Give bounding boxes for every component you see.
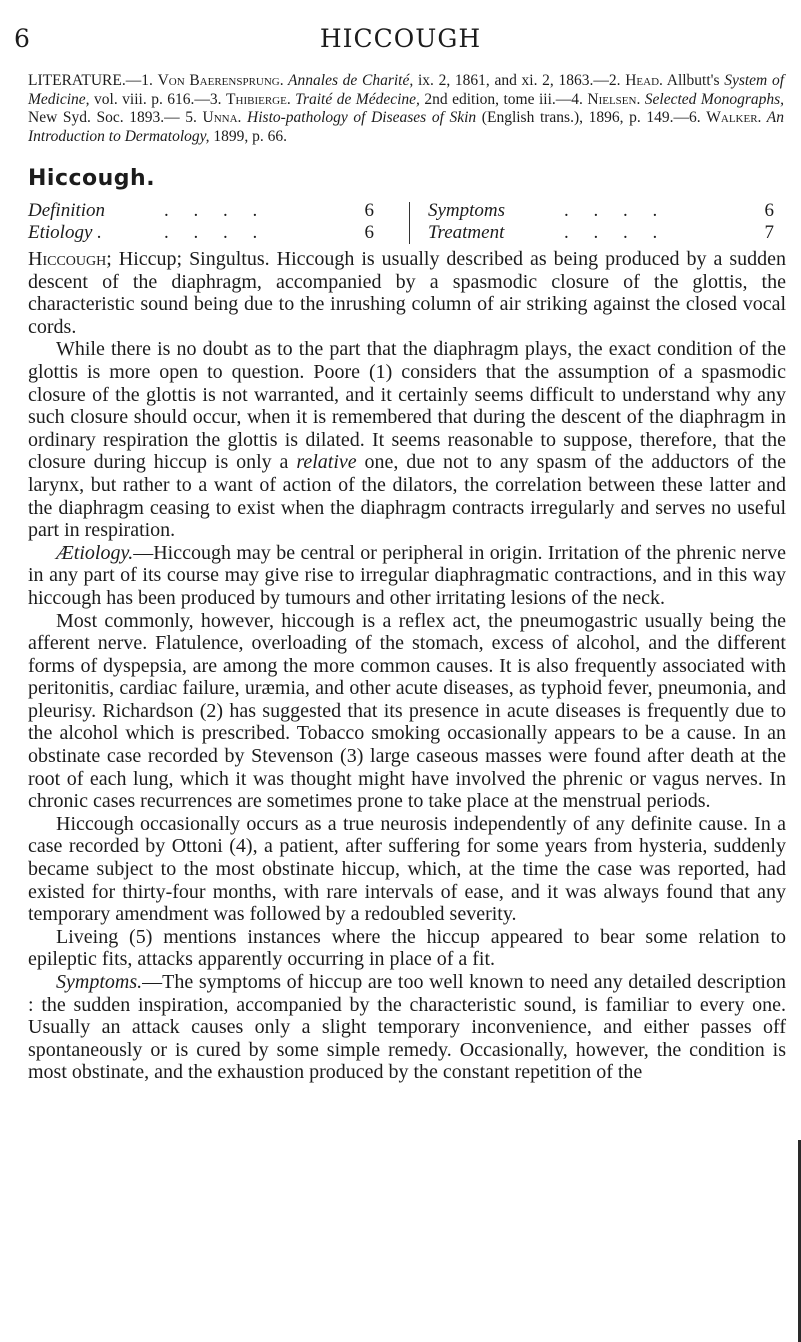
toc-entry[interactable]: [28, 200, 374, 222]
ref-text: (English trans.), 1896, p. 149.—6.: [476, 109, 707, 126]
ref-text: vol. viii. p. 616.—3.: [89, 90, 227, 108]
toc-leader-dots: . . . .: [564, 200, 668, 221]
ref-text: —1.: [125, 72, 158, 89]
ref-title: Histo-pathology of Diseases of Skin: [241, 109, 477, 126]
toc-page: 6: [364, 200, 374, 221]
ref-text: New Syd. Soc. 1893.— 5.: [28, 109, 203, 126]
toc-leader-dots: . . . .: [164, 222, 268, 243]
ref-text: ix. 2, 1861, and xi. 2, 1863.—2.: [413, 72, 626, 89]
toc-label: Definition: [28, 200, 106, 221]
toc-label: Etiology .: [28, 222, 102, 243]
ref-author: Unna.: [202, 109, 242, 126]
literature-label: LITERATURE.: [28, 72, 126, 89]
paragraph-epilepsy: Liveing (5) mentions instances where the hiccup appeared to bear some relation to epileptic fits, attacks apparently occurring in place of a fit.: [28, 925, 786, 971]
table-of-contents: [28, 200, 786, 246]
ref-author: Walker.: [706, 109, 762, 126]
headword: Hiccough: [28, 248, 107, 270]
section-heading: Ætiology.: [56, 541, 134, 564]
emphasis: relative: [296, 451, 357, 474]
toc-column-left: [28, 200, 374, 244]
ref-author: Thibierge.: [226, 90, 291, 108]
paragraph-etiology: [28, 542, 786, 610]
article-title: Hiccough.: [28, 166, 156, 191]
paragraph-definition: [28, 248, 786, 338]
paragraph-text: —The symptoms of hiccup are too well known to need any detailed description : the sudden inspiration, accompanied by the characteristic sound, is familiar to every one. Usually an attack causes only a slight temporary inconvenience, and either passes off spontaneously or is cured by some simple remedy. Occasionally, however, the condition is most obstinate, and the exhaustion produced by the constant repetition of the: [28, 971, 786, 1084]
literature-references: [28, 72, 784, 146]
paragraph-text: one, due not to any spasm of the adductors of the larynx, but rather to a want of action of the dilators, the correlation between these latter and the diaphragm ceasing to exist when the diaphragm contracts irregularly and serves no useful part in respiration.: [28, 451, 787, 542]
toc-column-right: [428, 200, 774, 244]
toc-leader-dots: . . . .: [164, 200, 268, 221]
page-number: 6: [14, 24, 30, 53]
ref-title: Traité de Médecine,: [290, 90, 420, 108]
ref-title: An Introduction to Dermatology,: [28, 109, 784, 145]
paragraph-neurosis: Hiccough occasionally occurs as a true neurosis independently of any definite cause. In a case recorded by Ottoni (4), a patient, after suffering for some years from hysteria, suddenly became subject to the most obstinate hiccup, which, at the time the case was reported, had existed for thirty-four months, with rare intervals of ease, and it was always found that any temporary amendment was followed by a redoubled severity.: [28, 812, 786, 926]
ref-title: Selected Monographs,: [640, 90, 785, 108]
toc-page: 6: [364, 222, 374, 243]
paragraph-symptoms: [28, 971, 786, 1084]
toc-leader-dots: . . . .: [564, 222, 668, 243]
toc-label: Treatment: [428, 222, 505, 243]
article-body: [28, 248, 786, 1084]
toc-entry[interactable]: [428, 200, 774, 222]
toc-page: 7: [764, 222, 774, 243]
paragraph-glottis: [28, 338, 786, 541]
toc-divider: [409, 202, 410, 244]
toc-entry[interactable]: [28, 222, 374, 244]
ref-text: 2nd edition, tome iii.—4.: [419, 90, 588, 108]
ref-author: Von Baerensprung.: [157, 72, 284, 89]
paragraph-text: While there is no doubt as to the part that the diaphragm plays, the exact condition of the glottis is more open to question. Poore (1) considers that the assumption of a spasmodic closure of the glottis is not warranted, and it certainly seems difficult to understand why any such closure should occur, when it is remembered that during the descent of the diaphragm in ordinary respiration the glottis is dilated. It seems reasonable to suppose, therefore, that the closure during hiccup is only a: [28, 338, 786, 474]
ref-text: 1899, p. 66.: [209, 127, 288, 145]
ref-author: Head.: [625, 72, 663, 89]
page-header: [0, 24, 801, 54]
paragraph-text: —Hiccough may be central or peripheral in origin. Irritation of the phrenic nerve in any part of its course may give rise to irregular diaphragmatic contractions, and in this way hiccough has been produced by tumours and other irritating lesions of the neck.: [28, 541, 786, 609]
toc-page: 6: [764, 200, 774, 221]
ref-title: Annales de Charité,: [283, 72, 414, 89]
toc-label: Symptoms: [428, 200, 506, 221]
ref-author: Nielsen.: [587, 90, 641, 108]
paragraph-reflex: Most commonly, however, hiccough is a reflex act, the pneumogastric usually being the afferent nerve. Flatulence, overloading of the stomach, excess of alcohol, and the different forms of dyspepsia, are among the more common causes. It is also frequently associated with peritonitis, cardiac failure, uræmia, and other acute diseases, as typhoid fever, pneumonia, and pleurisy. Richardson (2) has suggested that its presence in acute diseases is frequently due to the alcohol which is prescribed. Tobacco smoking occasionally appears to be a cause. In an obstinate case recorded by Stevenson (3) large caseous masses were found after death at the root of each lung, which it was thought might have involved the phrenic or vagus nerves. In chronic cases recurrences are sometimes prone to take place at the menstrual periods.: [28, 609, 786, 813]
paragraph-text: ; Hiccup; Singultus. Hiccough is usually described as being produced by a sudden descent of the diaphragm, accompanied by a spasmodic closure of the glottis, the characteristic sound being due to the inrushing column of air striking against the closed vocal cords.: [28, 248, 786, 338]
ref-title: System of Medicine,: [28, 72, 784, 108]
ref-text: Allbutt's: [662, 72, 725, 89]
section-heading: Symptoms.: [56, 971, 143, 993]
toc-entry[interactable]: [428, 222, 774, 244]
running-head: HICCOUGH: [319, 24, 482, 53]
